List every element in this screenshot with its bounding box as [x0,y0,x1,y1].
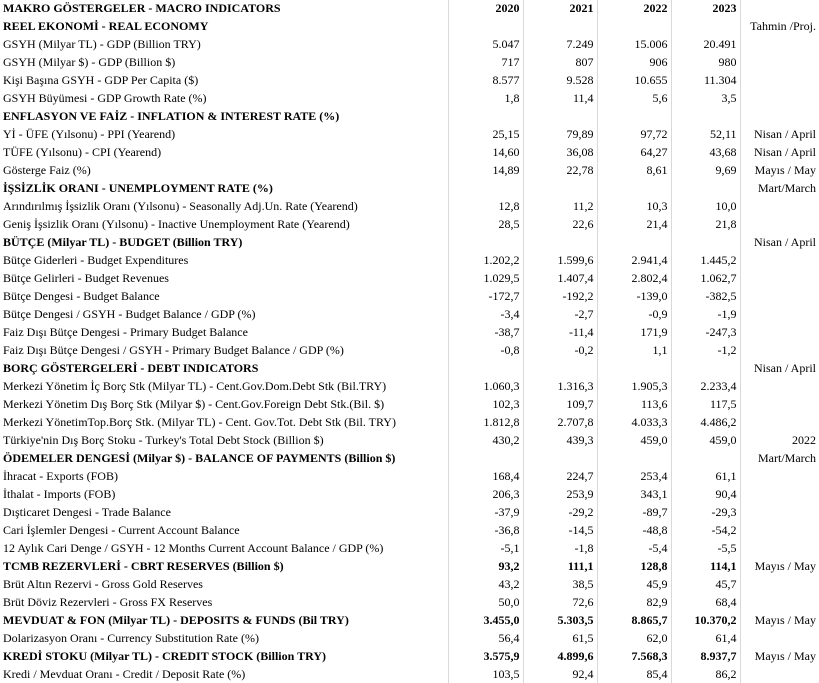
section-header-row [0,557,819,575]
cell-value: 111,1 [523,557,597,575]
cell-value: -89,7 [597,503,671,521]
table-row [0,35,819,53]
cell-value: 8.577 [448,71,523,89]
cell-value [597,17,671,35]
table-row [0,287,819,305]
cell-value: 1.316,3 [523,377,597,395]
table-row [0,575,819,593]
row-note [740,485,819,503]
row-label: Merkezi Yönetim Dış Borç Stk (Milyar $) - Cent.Gov.Foreign Debt Stk.(Bil. $) [0,395,448,413]
cell-value: 62,0 [597,629,671,647]
row-note [740,107,819,125]
cell-value: -139,0 [597,287,671,305]
cell-value: -382,5 [671,287,740,305]
cell-value: 43,2 [448,575,523,593]
row-label: Dolarizasyon Oranı - Currency Substitution Rate (%) [0,629,448,647]
cell-value: 28,5 [448,215,523,233]
row-label: Faiz Dışı Bütçe Dengesi - Primary Budget Balance [0,323,448,341]
row-note [740,35,819,53]
cell-value: 43,68 [671,143,740,161]
row-note [740,323,819,341]
cell-value: 4.486,2 [671,413,740,431]
cell-value: -54,2 [671,521,740,539]
cell-value: 56,4 [448,629,523,647]
cell-value: -247,3 [671,323,740,341]
row-label: Arındırılmış İşsizlik Oranı (Yılsonu) - Seasonally Adj.Un. Rate (Yearend) [0,197,448,215]
row-note [740,575,819,593]
cell-value: 36,08 [523,143,597,161]
row-note [740,305,819,323]
cell-value: 1.905,3 [597,377,671,395]
table-row [0,53,819,71]
section-header-row [0,449,819,467]
cell-value: -11,4 [523,323,597,341]
row-note: Mayıs / May [754,558,816,573]
cell-value [523,17,597,35]
table-row [0,395,819,413]
cell-value: 7.249 [523,35,597,53]
section-title: BÜTÇE (Milyar TL) - BUDGET (Billion TRY) [0,233,448,251]
cell-value: 61,1 [671,467,740,485]
cell-value: 15.006 [597,35,671,53]
row-note [740,251,819,269]
row-label: Bütçe Giderleri - Budget Expenditures [0,251,448,269]
row-label: Bütçe Gelirleri - Budget Revenues [0,269,448,287]
cell-value [448,233,523,251]
row-note: 2022 [792,432,816,447]
cell-value: 206,3 [448,485,523,503]
table-row [0,521,819,539]
table-row [0,197,819,215]
cell-value: 11,4 [523,89,597,107]
cell-value: -48,8 [597,521,671,539]
cell-value: 1.029,5 [448,269,523,287]
row-note [740,197,819,215]
row-label: TÜFE (Yılsonu) - CPI (Yearend) [0,143,448,161]
cell-value [597,179,671,197]
cell-value [671,359,740,377]
cell-value: -37,9 [448,503,523,521]
row-label: Brüt Altın Rezervi - Gross Gold Reserves [0,575,448,593]
cell-value: -0,2 [523,341,597,359]
cell-value: -29,2 [523,503,597,521]
table-row [0,143,819,161]
table-row [0,341,819,359]
table-row [0,89,819,107]
cell-value: -192,2 [523,287,597,305]
cell-value: 9,69 [671,161,740,179]
cell-value: 12,8 [448,197,523,215]
cell-value [597,449,671,467]
row-note [740,89,819,107]
cell-value: 86,2 [671,665,740,683]
cell-value [448,359,523,377]
cell-value: 906 [597,53,671,71]
cell-value: 1,1 [597,341,671,359]
cell-value: 45,9 [597,575,671,593]
cell-value: 14,60 [448,143,523,161]
cell-value: 4.899,6 [523,647,597,665]
cell-value: 10,0 [671,197,740,215]
cell-value [523,233,597,251]
row-label: Faiz Dışı Bütçe Dengesi / GSYH - Primary Budget Balance / GDP (%) [0,341,448,359]
cell-value: 82,9 [597,593,671,611]
section-header-row [0,107,819,125]
cell-value [671,233,740,251]
cell-value: 38,5 [523,575,597,593]
cell-value: 980 [671,53,740,71]
cell-value: 8.865,7 [597,611,671,629]
cell-value [523,359,597,377]
section-title: İŞSİZLİK ORANI - UNEMPLOYMENT RATE (%) [0,179,448,197]
cell-value: 439,3 [523,431,597,449]
year-header: 2020 [448,0,523,17]
row-note [740,503,819,521]
cell-value [597,233,671,251]
table-row [0,485,819,503]
cell-value: 459,0 [597,431,671,449]
cell-value: 93,2 [448,557,523,575]
cell-value: 4.033,3 [597,413,671,431]
row-note [740,539,819,557]
cell-value: -1,2 [671,341,740,359]
table-row [0,269,819,287]
table-row [0,431,819,449]
cell-value: 117,5 [671,395,740,413]
cell-value [523,179,597,197]
cell-value [671,17,740,35]
row-label: Kişi Başına GSYH - GDP Per Capita ($) [0,71,448,89]
row-note: Nisan / April [754,126,816,141]
header-row [0,0,819,17]
cell-value: 3.575,9 [448,647,523,665]
cell-value: 21,4 [597,215,671,233]
cell-value: 430,2 [448,431,523,449]
row-note [740,395,819,413]
row-note [740,377,819,395]
table-row [0,593,819,611]
cell-value: 253,4 [597,467,671,485]
row-label: GSYH (Milyar TL) - GDP (Billion TRY) [0,35,448,53]
cell-value: 717 [448,53,523,71]
row-label: Cari İşlemler Dengesi - Current Account Balance [0,521,448,539]
cell-value: 61,5 [523,629,597,647]
cell-value: 1.062,7 [671,269,740,287]
row-note: Tahmin /Proj. [750,18,816,33]
cell-value: -5,5 [671,539,740,557]
row-note [740,215,819,233]
cell-value: 22,6 [523,215,597,233]
cell-value: 97,72 [597,125,671,143]
cell-value: 5.303,5 [523,611,597,629]
row-note: Mayıs / May [754,648,816,663]
section-header-row [0,17,819,35]
cell-value: 72,6 [523,593,597,611]
cell-value: 1.599,6 [523,251,597,269]
cell-value: 3,5 [671,89,740,107]
cell-value: 459,0 [671,431,740,449]
row-note [740,467,819,485]
cell-value [671,107,740,125]
cell-value: 807 [523,53,597,71]
section-title: MEVDUAT & FON (Milyar TL) - DEPOSITS & FUNDS (Bil TRY) [0,611,448,629]
row-label: Kredi / Mevduat Oranı - Credit / Deposit Rate (%) [0,665,448,683]
cell-value: 253,9 [523,485,597,503]
cell-value: 10,3 [597,197,671,215]
row-note [740,665,819,683]
table-row [0,251,819,269]
cell-value: 9.528 [523,71,597,89]
cell-value: 50,0 [448,593,523,611]
row-note [740,71,819,89]
cell-value: -0,8 [448,341,523,359]
table-row [0,629,819,647]
cell-value: -38,7 [448,323,523,341]
cell-value: 1.407,4 [523,269,597,287]
section-title: REEL EKONOMİ - REAL ECONOMY [0,17,448,35]
cell-value [523,107,597,125]
row-label: GSYH (Milyar $) - GDP (Billion $) [0,53,448,71]
cell-value [448,107,523,125]
cell-value [597,359,671,377]
cell-value: 79,89 [523,125,597,143]
cell-value: -172,7 [448,287,523,305]
year-header: 2023 [671,0,740,17]
cell-value: 11.304 [671,71,740,89]
row-label: 12 Aylık Cari Denge / GSYH - 12 Months Current Account Balance / GDP (%) [0,539,448,557]
cell-value: 8,61 [597,161,671,179]
table-row [0,665,819,683]
cell-value: 14,89 [448,161,523,179]
cell-value: 22,78 [523,161,597,179]
cell-value: -36,8 [448,521,523,539]
cell-value: 10.655 [597,71,671,89]
cell-value [597,107,671,125]
row-note: Mayıs / May [754,612,816,627]
row-note: Mayıs / May [754,162,816,177]
cell-value: 68,4 [671,593,740,611]
table-row [0,71,819,89]
row-note [740,413,819,431]
row-note [740,287,819,305]
cell-value: 1.202,2 [448,251,523,269]
row-label: Merkezi YönetimTop.Borç Stk. (Milyar TL) - Cent. Gov.Tot. Debt Stk (Bil. TRY) [0,413,448,431]
cell-value: 224,7 [523,467,597,485]
cell-value: 1.445,2 [671,251,740,269]
cell-value: -2,7 [523,305,597,323]
row-label: İhracat - Exports (FOB) [0,467,448,485]
cell-value: 128,8 [597,557,671,575]
cell-value: 113,6 [597,395,671,413]
table-row [0,377,819,395]
cell-value: 90,4 [671,485,740,503]
section-header-row [0,647,819,665]
row-label: Yİ - ÜFE (Yılsonu) - PPI (Yearend) [0,125,448,143]
cell-value: 2.233,4 [671,377,740,395]
section-header-row [0,611,819,629]
table-row [0,503,819,521]
row-note [740,53,819,71]
cell-value: 2.802,4 [597,269,671,287]
row-note: Nisan / April [754,234,816,249]
year-header: 2021 [523,0,597,17]
table-row [0,413,819,431]
section-title: KREDİ STOKU (Milyar TL) - CREDIT STOCK (Billion TRY) [0,647,448,665]
row-note [740,629,819,647]
row-note: Mart/March [758,450,816,465]
section-header-row [0,359,819,377]
cell-value: 64,27 [597,143,671,161]
cell-value: 103,5 [448,665,523,683]
cell-value: 61,4 [671,629,740,647]
row-label: Dışticaret Dengesi - Trade Balance [0,503,448,521]
cell-value: 109,7 [523,395,597,413]
cell-value [448,449,523,467]
section-header-row [0,233,819,251]
cell-value: -1,8 [523,539,597,557]
cell-value: 20.491 [671,35,740,53]
table-row [0,467,819,485]
cell-value: 168,4 [448,467,523,485]
section-title: TCMB REZERVLERİ - CBRT RESERVES (Billion $) [0,557,448,575]
table-title: MAKRO GÖSTERGELER - MACRO INDICATORS [0,0,448,17]
cell-value [448,179,523,197]
table-row [0,161,819,179]
row-note [740,269,819,287]
cell-value: 92,4 [523,665,597,683]
cell-value: -5,4 [597,539,671,557]
year-header: 2022 [597,0,671,17]
cell-value: 1,8 [448,89,523,107]
cell-value: 25,15 [448,125,523,143]
cell-value: 3.455,0 [448,611,523,629]
cell-value: -0,9 [597,305,671,323]
row-note [740,521,819,539]
cell-value: -29,3 [671,503,740,521]
cell-value: -3,4 [448,305,523,323]
row-note: Mart/March [758,180,816,195]
section-title: BORÇ GÖSTERGELERİ - DEBT INDICATORS [0,359,448,377]
table-row [0,539,819,557]
cell-value: 102,3 [448,395,523,413]
cell-value: 52,11 [671,125,740,143]
cell-value: 2.707,8 [523,413,597,431]
section-title: ÖDEMELER DENGESİ (Milyar $) - BALANCE OF PAYMENTS (Billion $) [0,449,448,467]
cell-value: 85,4 [597,665,671,683]
cell-value: 10.370,2 [671,611,740,629]
cell-value [523,449,597,467]
cell-value: 1.060,3 [448,377,523,395]
table-row [0,323,819,341]
row-note [740,341,819,359]
row-label: Brüt Döviz Rezervleri - Gross FX Reserves [0,593,448,611]
cell-value: 1.812,8 [448,413,523,431]
cell-value [448,17,523,35]
row-label: İthalat - Imports (FOB) [0,485,448,503]
row-note: Nisan / April [754,360,816,375]
row-note [740,593,819,611]
row-label: Bütçe Dengesi - Budget Balance [0,287,448,305]
row-label: Türkiye'nin Dış Borç Stoku - Turkey's Total Debt Stock (Billion $) [0,431,448,449]
table-row [0,215,819,233]
table-row [0,305,819,323]
section-header-row [0,179,819,197]
cell-value: 5.047 [448,35,523,53]
cell-value: 343,1 [597,485,671,503]
row-label: Bütçe Dengesi / GSYH - Budget Balance / GDP (%) [0,305,448,323]
cell-value: 8.937,7 [671,647,740,665]
cell-value: 2.941,4 [597,251,671,269]
row-note: Nisan / April [754,144,816,159]
cell-value: 171,9 [597,323,671,341]
note-header [740,0,819,17]
cell-value: -5,1 [448,539,523,557]
cell-value: 5,6 [597,89,671,107]
row-label: Merkezi Yönetim İç Borç Stk (Milyar TL) - Cent.Gov.Dom.Debt Stk (Bil.TRY) [0,377,448,395]
row-label: Gösterge Faiz (%) [0,161,448,179]
cell-value: 45,7 [671,575,740,593]
row-label: Geniş İşsizlik Oranı (Yılsonu) - Inactive Unemployment Rate (Yearend) [0,215,448,233]
cell-value: -1,9 [671,305,740,323]
row-label: GSYH Büyümesi - GDP Growth Rate (%) [0,89,448,107]
section-title: ENFLASYON VE FAİZ - INFLATION & INTEREST RATE (%) [0,107,448,125]
cell-value: -14,5 [523,521,597,539]
cell-value: 21,8 [671,215,740,233]
cell-value [671,179,740,197]
table-row [0,125,819,143]
cell-value [671,449,740,467]
cell-value: 11,2 [523,197,597,215]
cell-value: 114,1 [671,557,740,575]
cell-value: 7.568,3 [597,647,671,665]
